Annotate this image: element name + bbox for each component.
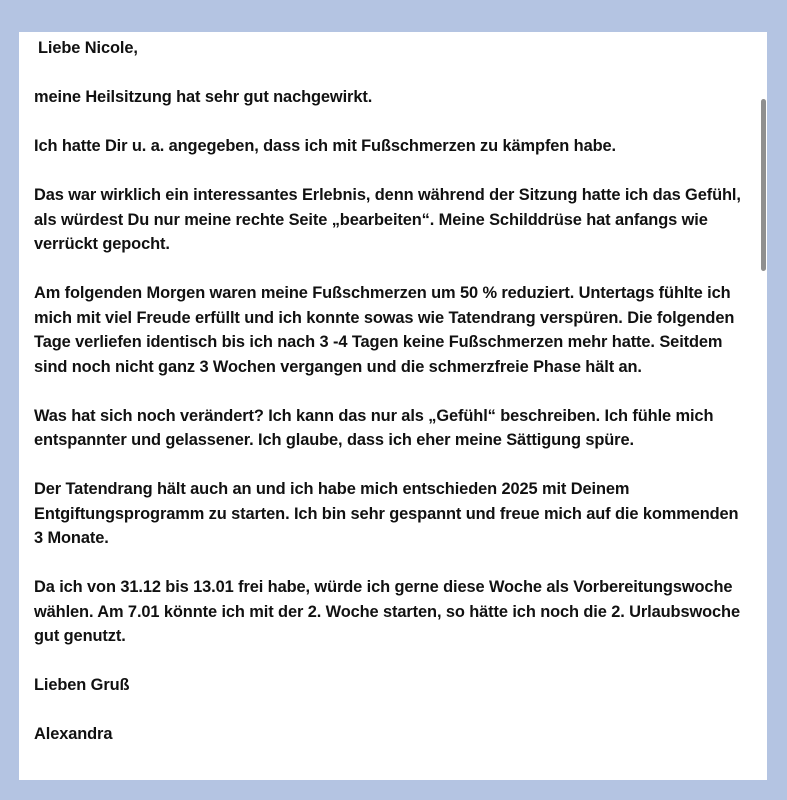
paragraph-5: Was hat sich noch verändert? Ich kann das nur als „Gefühl“ beschreiben. Ich fühle mich entspannter und gelassener. Ich glaube, dass ich eher meine Sättigung spüre. [34, 406, 714, 449]
message-body [34, 36, 747, 747]
paragraph-3: Das war wirklich ein interessantes Erlebnis, denn während der Sitzung hatte ich das Gefühl, als würdest Du nur meine rechte Seite „bearbeiten“. Meine Schilddrüse hat anfangs wie verrückt gepocht. [34, 186, 741, 253]
paragraph-4: Am folgenden Morgen waren meine Fußschmerzen um 50 % reduziert. Untertags fühlte ich mich mit viel Freude erfüllt und ich konnte sowas wie Tatendrang verspüren. Die folgenden Tage verliefen identisch bis ich nach 3 -4 Tagen keine Fußschmerzen mehr hatte. Seitdem sind noch nicht ganz 3 Wochen vergangen und die schmerzfreie Phase hält an. [34, 284, 735, 376]
paragraph-6: Der Tatendrang hält auch an und ich habe mich entschieden 2025 mit Deinem Entgiftungsprogramm zu starten. Ich bin sehr gespannt und freue mich auf die kommenden 3 Monate. [34, 480, 739, 547]
vertical-scrollbar[interactable] [759, 32, 767, 780]
message-viewer [19, 32, 767, 780]
scroll-thumb[interactable] [761, 99, 766, 271]
signature: Alexandra [34, 725, 113, 743]
paragraph-7: Da ich von 31.12 bis 13.01 frei habe, würde ich gerne diese Woche als Vorbereitungswoche wählen. Am 7.01 könnte ich mit der 2. Woche starten, so hätte ich noch die 2. Urlaubswoche gut genutzt. [34, 578, 740, 645]
paragraph-1: meine Heilsitzung hat sehr gut nachgewirkt. [34, 88, 373, 106]
greeting: Liebe Nicole, [38, 39, 138, 57]
paragraph-2: Ich hatte Dir u. a. angegeben, dass ich mit Fußschmerzen zu kämpfen habe. [34, 137, 616, 155]
closing: Lieben Gruß [34, 676, 130, 694]
